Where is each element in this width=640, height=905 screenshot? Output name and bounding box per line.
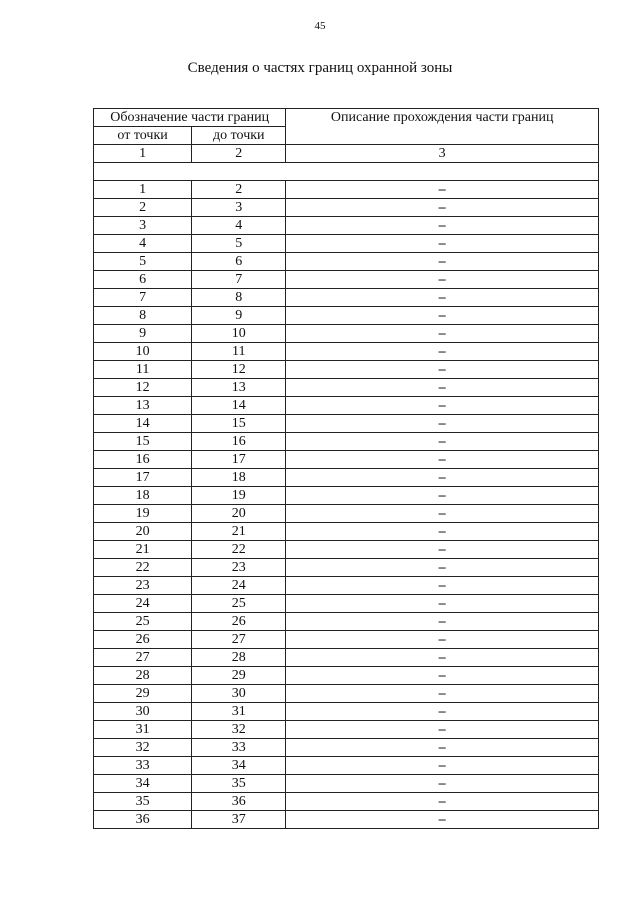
table-row: [94, 487, 599, 505]
table-row: [94, 631, 599, 649]
from-point-cell: 24: [94, 595, 192, 613]
description-cell: –: [286, 469, 599, 487]
header-to-point: до точки: [192, 127, 286, 145]
table-row: [94, 451, 599, 469]
document-title: Сведения о частях границ охранной зоны: [187, 60, 453, 76]
table-row: [94, 559, 599, 577]
description-cell: –: [286, 703, 599, 721]
table-row: [94, 811, 599, 829]
from-point-cell: 33: [94, 757, 192, 775]
to-point-cell: 25: [192, 595, 286, 613]
description-cell: –: [286, 433, 599, 451]
to-point-cell: 34: [192, 757, 286, 775]
table-row: [94, 433, 599, 451]
from-point-cell: 23: [94, 577, 192, 595]
from-point-cell: 1: [94, 181, 192, 199]
to-point-cell: 30: [192, 685, 286, 703]
from-point-cell: 19: [94, 505, 192, 523]
table-row: [94, 343, 599, 361]
to-point-cell: 5: [192, 235, 286, 253]
to-point-cell: 27: [192, 631, 286, 649]
table-row: [94, 541, 599, 559]
to-point-cell: 12: [192, 361, 286, 379]
description-cell: –: [286, 181, 599, 199]
from-point-cell: 16: [94, 451, 192, 469]
description-cell: –: [286, 235, 599, 253]
description-cell: –: [286, 451, 599, 469]
table-row: [94, 361, 599, 379]
table-row: [94, 307, 599, 325]
table-row: [94, 775, 599, 793]
from-point-cell: 34: [94, 775, 192, 793]
to-point-cell: 23: [192, 559, 286, 577]
description-cell: –: [286, 595, 599, 613]
table-row: [94, 181, 599, 199]
description-cell: –: [286, 649, 599, 667]
from-point-cell: 25: [94, 613, 192, 631]
to-point-cell: 33: [192, 739, 286, 757]
to-point-cell: 16: [192, 433, 286, 451]
from-point-cell: 3: [94, 217, 192, 235]
description-cell: –: [286, 217, 599, 235]
to-point-cell: 29: [192, 667, 286, 685]
from-point-cell: 29: [94, 685, 192, 703]
to-point-cell: 17: [192, 451, 286, 469]
to-point-cell: 20: [192, 505, 286, 523]
to-point-cell: 3: [192, 199, 286, 217]
to-point-cell: 11: [192, 343, 286, 361]
from-point-cell: 7: [94, 289, 192, 307]
description-cell: –: [286, 343, 599, 361]
description-cell: –: [286, 739, 599, 757]
from-point-cell: 31: [94, 721, 192, 739]
description-cell: –: [286, 199, 599, 217]
description-cell: –: [286, 631, 599, 649]
from-point-cell: 2: [94, 199, 192, 217]
column-number: 1: [94, 145, 192, 163]
from-point-cell: 10: [94, 343, 192, 361]
description-cell: –: [286, 613, 599, 631]
to-point-cell: 18: [192, 469, 286, 487]
from-point-cell: 32: [94, 739, 192, 757]
from-point-cell: 26: [94, 631, 192, 649]
to-point-cell: 37: [192, 811, 286, 829]
to-point-cell: 35: [192, 775, 286, 793]
description-cell: –: [286, 775, 599, 793]
header-description: Описание прохождения части границ: [286, 109, 599, 145]
to-point-cell: 9: [192, 307, 286, 325]
to-point-cell: 14: [192, 397, 286, 415]
from-point-cell: 4: [94, 235, 192, 253]
table-row: [94, 379, 599, 397]
empty-section-row: [94, 163, 599, 181]
from-point-cell: 14: [94, 415, 192, 433]
from-point-cell: 28: [94, 667, 192, 685]
description-cell: –: [286, 505, 599, 523]
table-row: [94, 235, 599, 253]
from-point-cell: 17: [94, 469, 192, 487]
table-row: [94, 721, 599, 739]
column-number: 2: [192, 145, 286, 163]
from-point-cell: 13: [94, 397, 192, 415]
to-point-cell: 26: [192, 613, 286, 631]
table-row: [94, 325, 599, 343]
to-point-cell: 19: [192, 487, 286, 505]
table-row: [94, 703, 599, 721]
to-point-cell: 6: [192, 253, 286, 271]
from-point-cell: 6: [94, 271, 192, 289]
description-cell: –: [286, 793, 599, 811]
description-cell: –: [286, 667, 599, 685]
header-from-point: от точки: [94, 127, 192, 145]
description-cell: –: [286, 415, 599, 433]
table-row: [94, 649, 599, 667]
table-row: [94, 595, 599, 613]
table-row: [94, 667, 599, 685]
to-point-cell: 31: [192, 703, 286, 721]
to-point-cell: 15: [192, 415, 286, 433]
table-row: [94, 253, 599, 271]
from-point-cell: 27: [94, 649, 192, 667]
to-point-cell: 10: [192, 325, 286, 343]
description-cell: –: [286, 361, 599, 379]
from-point-cell: 20: [94, 523, 192, 541]
from-point-cell: 30: [94, 703, 192, 721]
description-cell: –: [286, 487, 599, 505]
from-point-cell: 8: [94, 307, 192, 325]
to-point-cell: 36: [192, 793, 286, 811]
table-row: [94, 199, 599, 217]
description-cell: –: [286, 559, 599, 577]
description-cell: –: [286, 811, 599, 829]
description-cell: –: [286, 577, 599, 595]
table-row: [94, 613, 599, 631]
description-cell: –: [286, 289, 599, 307]
from-point-cell: 15: [94, 433, 192, 451]
table-row: [94, 217, 599, 235]
description-cell: –: [286, 685, 599, 703]
description-cell: –: [286, 721, 599, 739]
from-point-cell: 22: [94, 559, 192, 577]
table-row: [94, 577, 599, 595]
page-number: 45: [314, 20, 326, 32]
from-point-cell: 12: [94, 379, 192, 397]
to-point-cell: 2: [192, 181, 286, 199]
description-cell: –: [286, 541, 599, 559]
to-point-cell: 7: [192, 271, 286, 289]
to-point-cell: 4: [192, 217, 286, 235]
description-cell: –: [286, 307, 599, 325]
table-row: [94, 289, 599, 307]
description-cell: –: [286, 253, 599, 271]
table-row: [94, 685, 599, 703]
table-row: [94, 793, 599, 811]
column-number-row: [94, 145, 599, 163]
description-cell: –: [286, 325, 599, 343]
table-row: [94, 757, 599, 775]
table-row: [94, 739, 599, 757]
to-point-cell: 8: [192, 289, 286, 307]
header-row: [94, 109, 599, 127]
boundary-parts-table: [93, 108, 599, 829]
to-point-cell: 32: [192, 721, 286, 739]
to-point-cell: 28: [192, 649, 286, 667]
spacer-row: [94, 163, 599, 181]
from-point-cell: 5: [94, 253, 192, 271]
table-row: [94, 523, 599, 541]
table-row: [94, 397, 599, 415]
from-point-cell: 35: [94, 793, 192, 811]
to-point-cell: 24: [192, 577, 286, 595]
description-cell: –: [286, 271, 599, 289]
description-cell: –: [286, 397, 599, 415]
to-point-cell: 13: [192, 379, 286, 397]
description-cell: –: [286, 379, 599, 397]
to-point-cell: 21: [192, 523, 286, 541]
from-point-cell: 18: [94, 487, 192, 505]
table-row: [94, 469, 599, 487]
from-point-cell: 21: [94, 541, 192, 559]
description-cell: –: [286, 523, 599, 541]
header-boundary-designation: Обозначение части границ: [94, 109, 286, 127]
from-point-cell: 9: [94, 325, 192, 343]
description-cell: –: [286, 757, 599, 775]
from-point-cell: 36: [94, 811, 192, 829]
to-point-cell: 22: [192, 541, 286, 559]
table-row: [94, 271, 599, 289]
table-row: [94, 415, 599, 433]
table-row: [94, 505, 599, 523]
from-point-cell: 11: [94, 361, 192, 379]
column-number: 3: [286, 145, 599, 163]
